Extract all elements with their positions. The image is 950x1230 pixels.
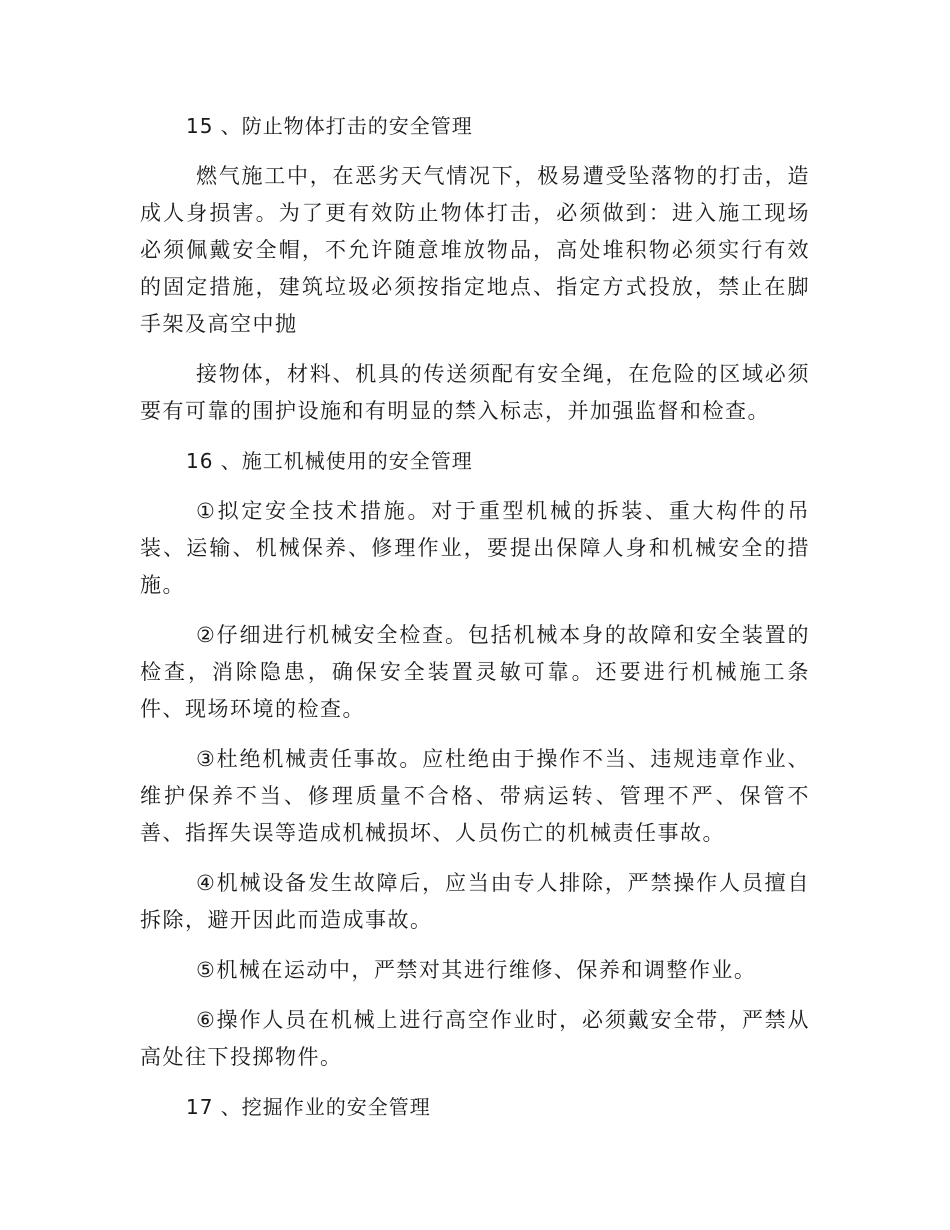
list-item-4: ④机械设备发生故障后，应当由专人排除，严禁操作人员擅自拆除，避开因此而造成事故。: [140, 871, 810, 932]
paragraph: 燃气施工中，在恶劣天气情况下，极易遭受坠落物的打击，造成人身损害。为了更有效防止物体打击，必须做到：进入施工现场必须佩戴安全帽，不允许随意堆放物品，高处堆积物必须实行有效的固定措施，建筑垃圾必须按指定地点、指定方式投放，禁止在脚手架及高空中抛: [140, 164, 810, 336]
list-item-5: ⑤机械在运动中，严禁对其进行维修、保养和调整作业。: [196, 958, 757, 982]
list-item-2: ②仔细进行机械安全检查。包括机械本身的故障和安全装置的检查，消除隐患，确保安全装置灵敏可靠。还要进行机械施工条件、现场环境的检查。: [140, 623, 810, 721]
list-item-6: ⑥操作人员在机械上进行高空作业时，必须戴安全带，严禁从高处往下投掷物件。: [140, 1008, 810, 1069]
document-body: [140, 108, 810, 1139]
paragraph: 接物体，材料、机具的传送须配有安全绳，在危险的区域必须要有可靠的围护设施和有明显的禁入标志，并加强监督和检查。: [140, 362, 810, 423]
section-heading-17: 17 、挖掘作业的安全管理: [186, 1095, 431, 1119]
section-heading-15: 15 、防止物体打击的安全管理: [186, 114, 473, 138]
list-item-3: ③杜绝机械责任事故。应杜绝由于操作不当、违规违章作业、维护保养不当、修理质量不合格、带病运转、管理不严、保管不善、指挥失误等造成机械损坏、人员伤亡的机械责任事故。: [140, 747, 810, 845]
list-item-1: ①拟定安全技术措施。对于重型机械的拆装、重大构件的吊装、运输、机械保养、修理作业，要提出保障人身和机械安全的措施。: [140, 499, 810, 597]
section-heading-16: 16 、施工机械使用的安全管理: [186, 449, 473, 473]
